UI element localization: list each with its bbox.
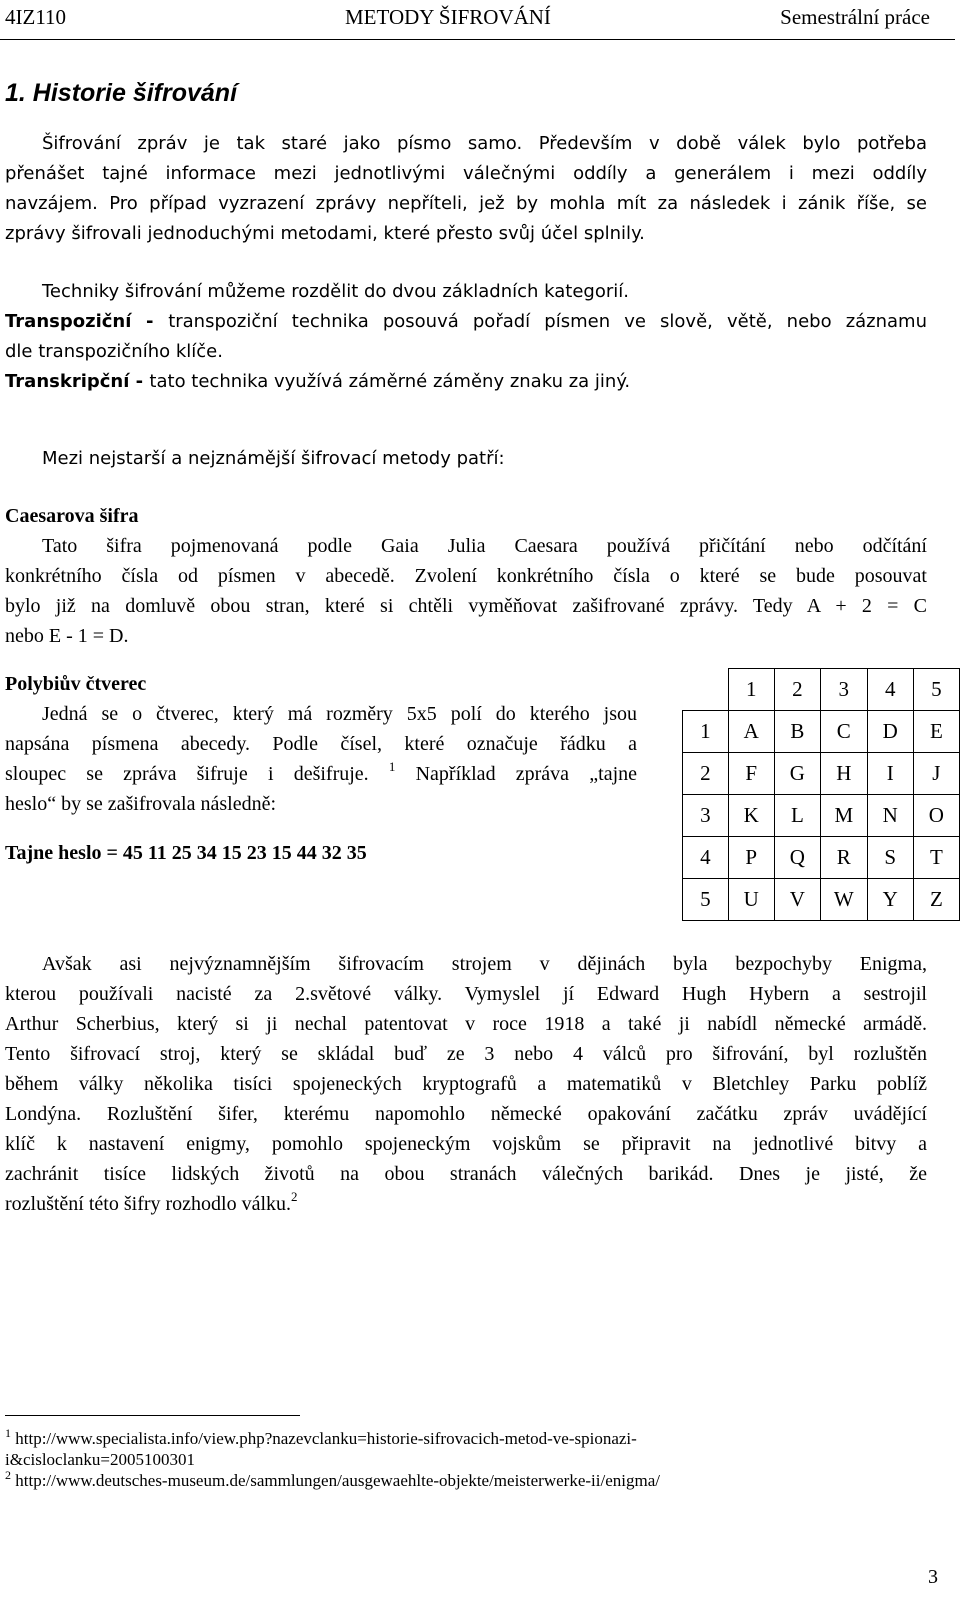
- polybius-cell: M: [820, 795, 867, 837]
- polybius-cell: Z: [913, 879, 959, 921]
- polybius-cell: B: [774, 711, 820, 753]
- footnote-rule: [5, 1415, 300, 1416]
- polybius-header-row: [683, 669, 960, 711]
- polybius-row: [683, 711, 960, 753]
- polybius-square: [682, 668, 960, 921]
- polybius-cell: T: [913, 837, 959, 879]
- polybius-title: Polybiův čtverec: [5, 673, 147, 695]
- transposition-line: [5, 307, 927, 337]
- polybius-row: [683, 795, 960, 837]
- techniques-paragraph: [5, 277, 927, 397]
- polybius-cell: Y: [867, 879, 913, 921]
- polybius-col-header: 2: [774, 669, 820, 711]
- polybius-row-header: 4: [683, 837, 729, 879]
- polybius-row-header: 3: [683, 795, 729, 837]
- enigma-line: během války několika tisíci spojeneckých kryptografů a matematiků v Bletchley Parku poblíž: [5, 1073, 927, 1095]
- polybius-cell: G: [774, 753, 820, 795]
- polybius-line: napsána písmena abecedy. Podle čísel, které označuje řádku a: [5, 733, 637, 755]
- polybius-cell: K: [728, 795, 774, 837]
- footnote-ref-2: 2: [291, 1189, 298, 1204]
- enigma-line: Avšak asi nejvýznamnějším šifrovacím strojem v dějinách byla bezpochyby Enigma,: [42, 953, 927, 975]
- polybius-cell: I: [867, 753, 913, 795]
- header-doc-type: Semestrální práce: [780, 5, 930, 29]
- techniques-intro: Techniky šifrování můžeme rozdělit do dvou základních kategorií.: [42, 281, 629, 302]
- polybius-cell: U: [728, 879, 774, 921]
- polybius-cell: S: [867, 837, 913, 879]
- oldest-methods-paragraph: [5, 444, 927, 474]
- polybius-line: Jedná se o čtverec, který má rozměry 5x5 polí do kterého jsou: [42, 703, 637, 725]
- enigma-last-text: rozluštění této šifry rozhodlo válku.: [5, 1193, 292, 1215]
- enigma-line: kterou používali nacisté za 2.světové války. Vymyslel jí Edward Hugh Hybern a sestrojil: [5, 983, 927, 1005]
- enigma-line: zachránit tisíce lidských životů na obou stranách válečných barikád. Dnes je jisté, že: [5, 1163, 927, 1185]
- polybius-example: Tajne heslo = 45 11 25 34 15 23 15 44 32 35: [5, 842, 367, 864]
- polybius-row-header: 1: [683, 711, 729, 753]
- header-title: METODY ŠIFROVÁNÍ: [345, 5, 551, 29]
- footnote-2-mark: 2: [5, 1468, 11, 1482]
- polybius-cell: R: [820, 837, 867, 879]
- footnote-1-url[interactable]: http://www.specialista.info/view.php?nazevclanku=historie-sifrovacich-metod-ve-spionazi-: [11, 1429, 637, 1448]
- intro-line: přenášet tajné informace mezi jednotlivými válečnými oddíly a generálem i mezi oddíly: [5, 163, 927, 184]
- polybius-row-header: 5: [683, 879, 729, 921]
- intro-line: zprávy šifrovali jednoduchými metodami, které přesto svůj účel splnily.: [5, 223, 645, 244]
- intro-paragraph: [5, 129, 927, 249]
- polybius-line: [5, 759, 637, 789]
- polybius-section: [5, 669, 637, 819]
- polybius-cell: E: [913, 711, 959, 753]
- intro-line: Šifrování zpráv je tak staré jako písmo samo. Především v době válek bylo potřeba: [42, 133, 927, 154]
- polybius-cell: H: [820, 753, 867, 795]
- transposition-line-2: dle transpozičního klíče.: [5, 341, 223, 362]
- polybius-cell: Q: [774, 837, 820, 879]
- transcription-line: [5, 367, 927, 397]
- polybius-cell: L: [774, 795, 820, 837]
- transposition-text: transpoziční technika posouvá pořadí písmen ve slově, větě, nebo záznamu: [168, 311, 927, 332]
- polybius-cell: V: [774, 879, 820, 921]
- footnote-1-cont[interactable]: i&cisloclanku=2005100301: [5, 1450, 195, 1469]
- footnote-2: [5, 1470, 660, 1491]
- polybius-row: [683, 879, 960, 921]
- polybius-cell: N: [867, 795, 913, 837]
- caesar-section: [5, 501, 927, 651]
- polybius-cell: O: [913, 795, 959, 837]
- polybius-cell: A: [728, 711, 774, 753]
- polybius-cell: J: [913, 753, 959, 795]
- polybius-cell: W: [820, 879, 867, 921]
- transcription-text: tato technika využívá záměrné záměny znaku za jiný.: [149, 371, 631, 392]
- polybius-row: [683, 753, 960, 795]
- caesar-line: bylo již na domluvě obou stran, které si chtěli vyměňovat zašifrované zprávy. Tedy A + 2 = C: [5, 595, 927, 617]
- caesar-line: Tato šifra pojmenovaná podle Gaia Julia Caesara používá přičítání nebo odčítání: [42, 535, 927, 557]
- polybius-row-header: 2: [683, 753, 729, 795]
- enigma-line: Tento šifrovací stroj, který se skládal buď ze 3 nebo 4 válců pro šifrování, byl rozluštěn: [5, 1043, 927, 1065]
- enigma-line: klíč k nastavení enigmy, pomohlo spojeneckým vojskům se připravit na jednotlivé bitvy a: [5, 1133, 927, 1155]
- header-rule: [0, 39, 955, 40]
- enigma-line: Londýna. Rozluštění šifer, kterému napomohlo německé opakování začátku zpráv uvádějící: [5, 1103, 927, 1125]
- polybius-cell: C: [820, 711, 867, 753]
- polybius-cell: F: [728, 753, 774, 795]
- enigma-paragraph: [5, 949, 927, 1219]
- polybius-corner-cell: [683, 669, 729, 711]
- intro-line: navzájem. Pro případ vyzrazení zprávy nepříteli, jež by mohla mít za následek i zánik říše, se: [5, 193, 927, 214]
- polybius-row: [683, 837, 960, 879]
- caesar-line: nebo E - 1 = D.: [5, 625, 129, 647]
- enigma-line: [5, 1189, 927, 1219]
- footnote-ref-1: 1: [388, 759, 396, 774]
- footnote-1: [5, 1428, 637, 1449]
- header-course-code: 4IZ110: [5, 5, 67, 29]
- transcription-term: Transkripční -: [5, 371, 150, 392]
- transposition-term: Transpoziční -: [5, 311, 169, 332]
- oldest-methods-text: Mezi nejstarší a nejznámější šifrovací metody patří:: [42, 448, 505, 469]
- polybius-line-text: Například zpráva „tajne: [395, 763, 638, 785]
- enigma-line: Arthur Scherbius, který si ji nechal patentovat v roce 1918 a také ji nabídl německé armádě.: [5, 1013, 927, 1035]
- polybius-line-text: sloupec se zpráva šifruje i dešifruje.: [5, 763, 369, 785]
- polybius-col-header: 1: [728, 669, 774, 711]
- polybius-col-header: 3: [820, 669, 867, 711]
- polybius-line: heslo“ by se zašifrovala následně:: [5, 793, 277, 815]
- footnote-1-mark: 1: [5, 1426, 11, 1440]
- polybius-col-header: 5: [913, 669, 959, 711]
- footnote-2-url[interactable]: http://www.deutsches-museum.de/sammlungen/ausgewaehlte-objekte/meisterwerke-ii/enigma/: [11, 1471, 660, 1490]
- polybius-col-header: 4: [867, 669, 913, 711]
- polybius-cell: P: [728, 837, 774, 879]
- section-title: 1. Historie šifrování: [5, 79, 238, 107]
- polybius-cell: D: [867, 711, 913, 753]
- caesar-line: konkrétního čísla od písmen v abecedě. Zvolení konkrétního čísla o které se bude posouvat: [5, 565, 927, 587]
- page-number: 3: [928, 1566, 938, 1588]
- caesar-title: Caesarova šifra: [5, 505, 139, 527]
